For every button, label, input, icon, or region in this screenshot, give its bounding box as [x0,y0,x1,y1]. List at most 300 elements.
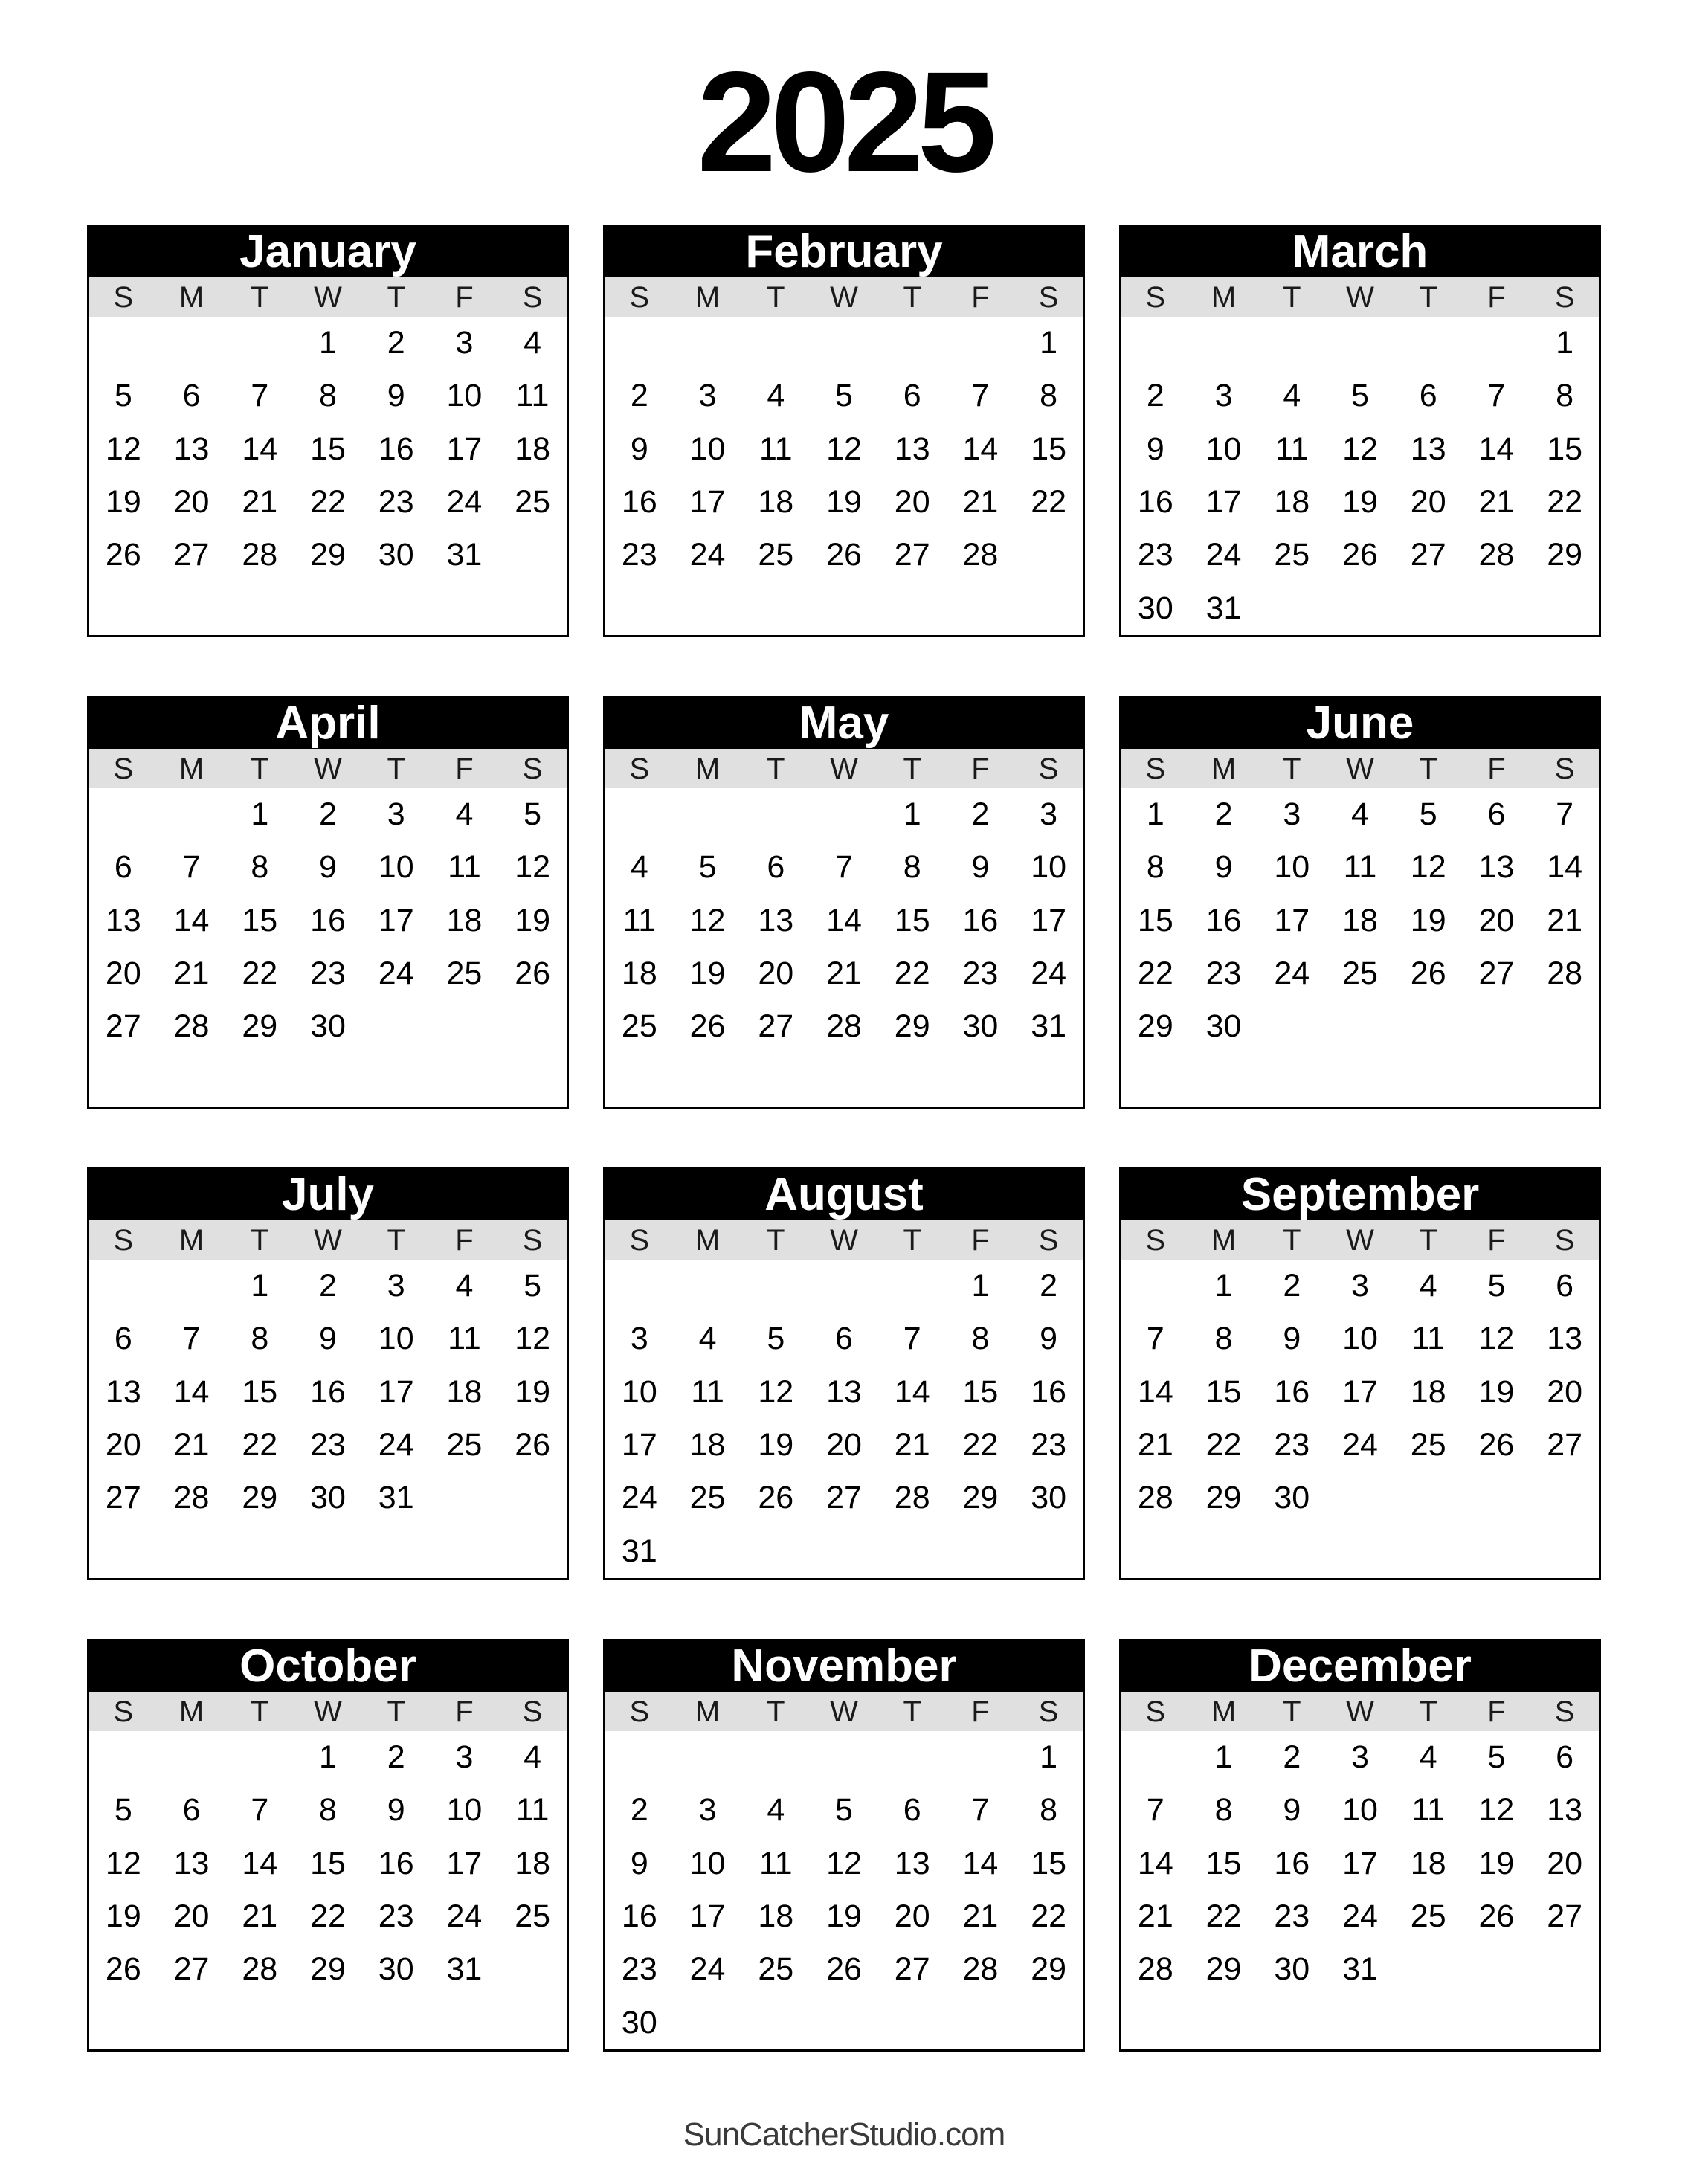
day-cell: 11 [691,1373,724,1410]
day-cell: 27 [173,1951,210,1988]
day-cell: 23 [1274,1427,1310,1463]
weekday-label: T [387,280,405,314]
day-cell: 12 [515,849,551,886]
day-cell: 30 [1274,1480,1310,1516]
month-name: August [764,1169,924,1220]
day-cell: 3 [630,1321,648,1357]
day-cell: 3 [455,325,474,361]
month-october [87,1639,569,2052]
weekday-label: T [767,1223,785,1257]
day-cell: 9 [1283,1792,1301,1829]
day-cell: 17 [1274,902,1310,938]
day-cell: 18 [446,902,483,938]
weekday-label: T [1283,280,1301,314]
day-cell: 13 [894,431,930,467]
weekday-label: T [387,752,405,785]
weekday-header-row [1121,749,1599,788]
day-cell: 14 [242,1845,278,1881]
weekday-label: M [178,280,204,314]
weekday-label: F [1487,752,1506,785]
day-cell: 8 [971,1321,990,1357]
day-cell: 2 [1214,796,1233,833]
day-cell: 17 [1205,484,1242,521]
day-cell: 26 [1478,1898,1515,1935]
weekday-label: S [1038,1695,1059,1728]
weekday-header-row [89,749,567,788]
day-cell: 25 [1410,1427,1446,1463]
day-cell: 6 [767,849,785,886]
day-cell: 29 [1031,1951,1067,1988]
day-cell: 7 [182,1321,201,1357]
day-grid [605,1731,1083,2049]
day-cell: 30 [1274,1951,1310,1988]
day-cell: 16 [310,1373,346,1410]
day-cell: 13 [105,1373,141,1410]
month-december [1119,1639,1601,2052]
day-cell: 6 [114,1321,132,1357]
day-cell: 12 [826,431,862,467]
day-cell: 19 [1478,1845,1515,1881]
weekday-label: M [1211,752,1237,785]
weekday-label: W [1346,1695,1374,1728]
weekday-label: S [629,752,650,785]
weekday-label: W [830,752,858,785]
day-cell: 21 [1547,902,1583,938]
day-cell: 12 [758,1373,794,1410]
day-cell: 6 [114,849,132,886]
day-cell: 20 [894,484,930,521]
day-cell: 29 [1547,537,1583,573]
day-cell: 21 [173,1427,210,1463]
day-cell: 29 [1205,1480,1242,1516]
day-cell: 10 [1342,1792,1378,1829]
month-january [87,225,569,637]
day-cell: 2 [630,1792,648,1829]
day-cell: 5 [114,378,132,414]
day-cell: 14 [826,902,862,938]
month-name: February [745,226,943,277]
day-cell: 30 [962,1008,999,1045]
day-cell: 30 [1137,590,1173,626]
day-cell: 6 [1487,796,1506,833]
weekday-header-row [89,1220,567,1260]
day-cell: 5 [767,1321,785,1357]
day-cell: 13 [1478,849,1515,886]
day-cell: 5 [698,849,717,886]
weekday-label: F [1487,1695,1506,1728]
day-cell: 30 [378,1951,414,1988]
day-cell: 20 [173,1898,210,1935]
day-cell: 16 [310,902,346,938]
weekday-label: T [251,752,269,785]
day-cell: 4 [524,325,542,361]
day-cell: 9 [1040,1321,1058,1357]
day-cell: 21 [1478,484,1515,521]
weekday-label: T [767,1695,785,1728]
weekday-label: W [314,280,342,314]
months-grid [87,225,1601,2052]
day-cell: 19 [515,902,551,938]
day-cell: 11 [758,1845,793,1881]
month-september [1119,1167,1601,1580]
day-cell: 4 [455,796,474,833]
weekday-label: W [1346,752,1374,785]
day-cell: 12 [1342,431,1378,467]
day-cell: 31 [621,1533,657,1569]
day-cell: 19 [1478,1373,1515,1410]
day-cell: 3 [455,1739,474,1776]
day-cell: 9 [1283,1321,1301,1357]
day-cell: 23 [1274,1898,1310,1935]
day-cell: 28 [173,1480,210,1516]
day-cell: 26 [1410,956,1446,992]
month-header [1121,227,1599,277]
day-cell: 24 [1342,1427,1378,1463]
day-cell: 4 [1419,1268,1437,1304]
day-cell: 30 [378,537,414,573]
day-cell: 13 [894,1845,930,1881]
day-cell: 27 [758,1008,794,1045]
day-cell: 28 [242,537,278,573]
day-cell: 28 [1478,537,1515,573]
day-cell: 7 [182,849,201,886]
day-cell: 14 [1137,1373,1173,1410]
day-cell: 11 [758,431,793,467]
day-cell: 11 [448,1321,481,1357]
day-cell: 19 [515,1373,551,1410]
day-cell: 13 [105,902,141,938]
day-cell: 2 [1283,1268,1301,1304]
day-cell: 15 [242,1373,278,1410]
day-cell: 5 [524,796,542,833]
month-header [1121,1641,1599,1692]
day-cell: 3 [1283,796,1301,833]
day-cell: 14 [242,431,278,467]
weekday-label: T [767,752,785,785]
day-cell: 18 [758,484,794,521]
day-cell: 21 [242,1898,278,1935]
day-cell: 14 [894,1373,930,1410]
weekday-label: S [629,1695,650,1728]
weekday-label: M [695,280,721,314]
day-cell: 5 [114,1792,132,1829]
day-cell: 4 [1419,1739,1437,1776]
day-cell: 25 [515,484,551,521]
day-cell: 6 [903,1792,921,1829]
day-cell: 19 [689,956,726,992]
day-cell: 15 [1137,902,1173,938]
day-grid [605,1260,1083,1578]
day-cell: 21 [242,484,278,521]
month-header [1121,698,1599,749]
day-cell: 16 [1031,1373,1067,1410]
day-cell: 28 [242,1951,278,1988]
weekday-label: W [1346,1223,1374,1257]
weekday-label: W [1346,280,1374,314]
day-cell: 12 [1410,849,1446,886]
day-cell: 3 [387,796,405,833]
month-november [603,1639,1085,2052]
day-cell: 17 [621,1427,657,1463]
day-cell: 28 [894,1480,930,1516]
day-cell: 22 [310,484,346,521]
day-cell: 22 [1031,1898,1067,1935]
day-cell: 18 [1274,484,1310,521]
day-cell: 24 [446,484,483,521]
weekday-label: F [971,752,990,785]
day-cell: 12 [1478,1321,1515,1357]
day-cell: 6 [835,1321,853,1357]
weekday-label: S [522,1695,543,1728]
day-cell: 1 [251,1268,269,1304]
day-cell: 25 [1410,1898,1446,1935]
day-cell: 19 [758,1427,794,1463]
day-cell: 11 [515,378,550,414]
day-cell: 26 [515,956,551,992]
day-cell: 8 [1214,1321,1233,1357]
year-title: 2025 [697,42,991,202]
month-name: December [1249,1640,1472,1692]
day-cell: 12 [826,1845,862,1881]
day-cell: 27 [1547,1427,1583,1463]
day-cell: 9 [319,1321,337,1357]
day-cell: 22 [962,1427,999,1463]
day-cell: 13 [1410,431,1446,467]
day-cell: 15 [894,902,930,938]
month-name: October [239,1640,416,1692]
day-cell: 18 [515,1845,551,1881]
weekday-label: T [1283,1695,1301,1728]
month-header [1121,1170,1599,1220]
day-cell: 15 [310,1845,346,1881]
day-cell: 28 [173,1008,210,1045]
day-cell: 7 [971,1792,990,1829]
day-cell: 27 [826,1480,862,1516]
weekday-label: M [178,1223,204,1257]
day-cell: 21 [1137,1898,1173,1935]
weekday-header-row [1121,1692,1599,1731]
day-cell: 25 [1274,537,1310,573]
month-may [603,696,1085,1109]
day-cell: 26 [1342,537,1378,573]
month-name: March [1292,226,1428,277]
weekday-label: M [695,1223,721,1257]
day-cell: 30 [1205,1008,1242,1045]
day-cell: 9 [319,849,337,886]
day-cell: 13 [173,1845,210,1881]
day-cell: 4 [630,849,648,886]
day-cell: 22 [242,956,278,992]
day-cell: 3 [387,1268,405,1304]
day-cell: 21 [826,956,862,992]
day-grid [89,1260,567,1578]
day-grid [89,1731,567,2049]
day-cell: 8 [319,1792,337,1829]
weekday-label: S [1145,1695,1166,1728]
weekday-label: S [1554,1223,1575,1257]
month-name: July [281,1169,375,1220]
day-cell: 7 [1487,378,1506,414]
weekday-label: S [113,280,134,314]
day-cell: 23 [1205,956,1242,992]
day-cell: 14 [173,1373,210,1410]
day-cell: 31 [378,1480,414,1516]
day-cell: 23 [621,1951,657,1988]
day-cell: 28 [962,1951,999,1988]
weekday-label: T [251,280,269,314]
day-cell: 27 [105,1480,141,1516]
day-cell: 24 [621,1480,657,1516]
day-cell: 2 [319,796,337,833]
day-cell: 10 [378,1321,414,1357]
weekday-label: S [1038,752,1059,785]
day-cell: 29 [962,1480,999,1516]
day-cell: 20 [826,1427,862,1463]
weekday-label: S [113,1695,134,1728]
day-cell: 16 [378,431,414,467]
day-cell: 5 [1487,1268,1506,1304]
weekday-label: S [113,1223,134,1257]
month-header [605,698,1083,749]
day-cell: 6 [182,1792,201,1829]
day-cell: 15 [1205,1845,1242,1881]
day-cell: 1 [903,796,921,833]
day-cell: 10 [689,1845,726,1881]
weekday-label: W [830,280,858,314]
day-cell: 29 [1137,1008,1173,1045]
day-cell: 4 [524,1739,542,1776]
day-cell: 3 [698,378,717,414]
day-cell: 16 [621,484,657,521]
day-cell: 17 [689,1898,726,1935]
day-cell: 1 [319,1739,337,1776]
day-cell: 19 [105,484,141,521]
day-cell: 26 [826,1951,862,1988]
day-cell: 17 [446,431,483,467]
day-cell: 16 [1274,1845,1310,1881]
day-cell: 14 [173,902,210,938]
day-cell: 25 [515,1898,551,1935]
day-cell: 24 [1274,956,1310,992]
day-cell: 18 [621,956,657,992]
month-header [605,1170,1083,1220]
day-cell: 2 [387,1739,405,1776]
weekday-label: T [387,1695,405,1728]
day-cell: 23 [1137,537,1173,573]
day-cell: 8 [1556,378,1574,414]
day-cell: 7 [971,378,990,414]
day-cell: 8 [1214,1792,1233,1829]
day-cell: 14 [962,431,999,467]
footer-credit: SunCatcherStudio.com [683,2116,1005,2153]
day-cell: 9 [1146,431,1164,467]
weekday-label: F [971,1695,990,1728]
day-cell: 19 [826,1898,862,1935]
weekday-header-row [1121,277,1599,317]
weekday-header-row [605,1692,1083,1731]
day-cell: 10 [1031,849,1067,886]
weekday-label: W [314,1695,342,1728]
day-cell: 8 [1040,1792,1058,1829]
weekday-label: S [1038,1223,1059,1257]
day-cell: 11 [1275,431,1309,467]
month-name: June [1306,698,1414,749]
month-july [87,1167,569,1580]
day-cell: 27 [1547,1898,1583,1935]
day-cell: 17 [378,902,414,938]
month-february [603,225,1085,637]
day-cell: 5 [1351,378,1369,414]
weekday-label: F [1487,280,1506,314]
weekday-label: F [971,280,990,314]
day-cell: 19 [1342,484,1378,521]
day-cell: 15 [242,902,278,938]
day-cell: 9 [387,378,405,414]
day-grid [605,788,1083,1107]
day-cell: 22 [1031,484,1067,521]
month-header [605,1641,1083,1692]
day-cell: 3 [1040,796,1058,833]
day-cell: 10 [621,1373,657,1410]
day-cell: 10 [446,1792,483,1829]
day-cell: 22 [1205,1898,1242,1935]
day-cell: 16 [621,1898,657,1935]
day-cell: 27 [173,537,210,573]
day-cell: 1 [971,1268,990,1304]
day-cell: 20 [1478,902,1515,938]
day-cell: 26 [826,537,862,573]
month-name: January [239,226,416,277]
weekday-label: W [830,1695,858,1728]
day-cell: 29 [894,1008,930,1045]
day-cell: 31 [1342,1951,1378,1988]
day-cell: 16 [1137,484,1173,521]
day-cell: 15 [1031,1845,1067,1881]
day-cell: 4 [698,1321,717,1357]
day-cell: 7 [251,378,269,414]
day-cell: 5 [835,1792,853,1829]
weekday-label: M [1211,280,1237,314]
day-cell: 20 [105,1427,141,1463]
day-cell: 8 [1146,849,1164,886]
day-cell: 4 [455,1268,474,1304]
weekday-label: S [1038,280,1059,314]
day-cell: 25 [621,1008,657,1045]
day-cell: 1 [1556,325,1574,361]
day-cell: 11 [515,1792,550,1829]
day-cell: 24 [689,1951,726,1988]
day-cell: 12 [105,431,141,467]
weekday-label: S [1145,752,1166,785]
day-cell: 6 [1556,1739,1574,1776]
day-cell: 21 [173,956,210,992]
day-grid [605,317,1083,635]
day-cell: 4 [1351,796,1369,833]
day-cell: 12 [105,1845,141,1881]
weekday-label: T [903,280,921,314]
day-cell: 1 [251,796,269,833]
month-name: April [275,698,381,749]
weekday-label: S [522,752,543,785]
day-cell: 3 [1214,378,1233,414]
day-cell: 25 [446,1427,483,1463]
day-cell: 20 [105,956,141,992]
day-cell: 22 [242,1427,278,1463]
day-cell: 23 [310,956,346,992]
weekday-label: M [1211,1223,1237,1257]
day-cell: 16 [962,902,999,938]
day-grid [1121,1731,1599,2049]
